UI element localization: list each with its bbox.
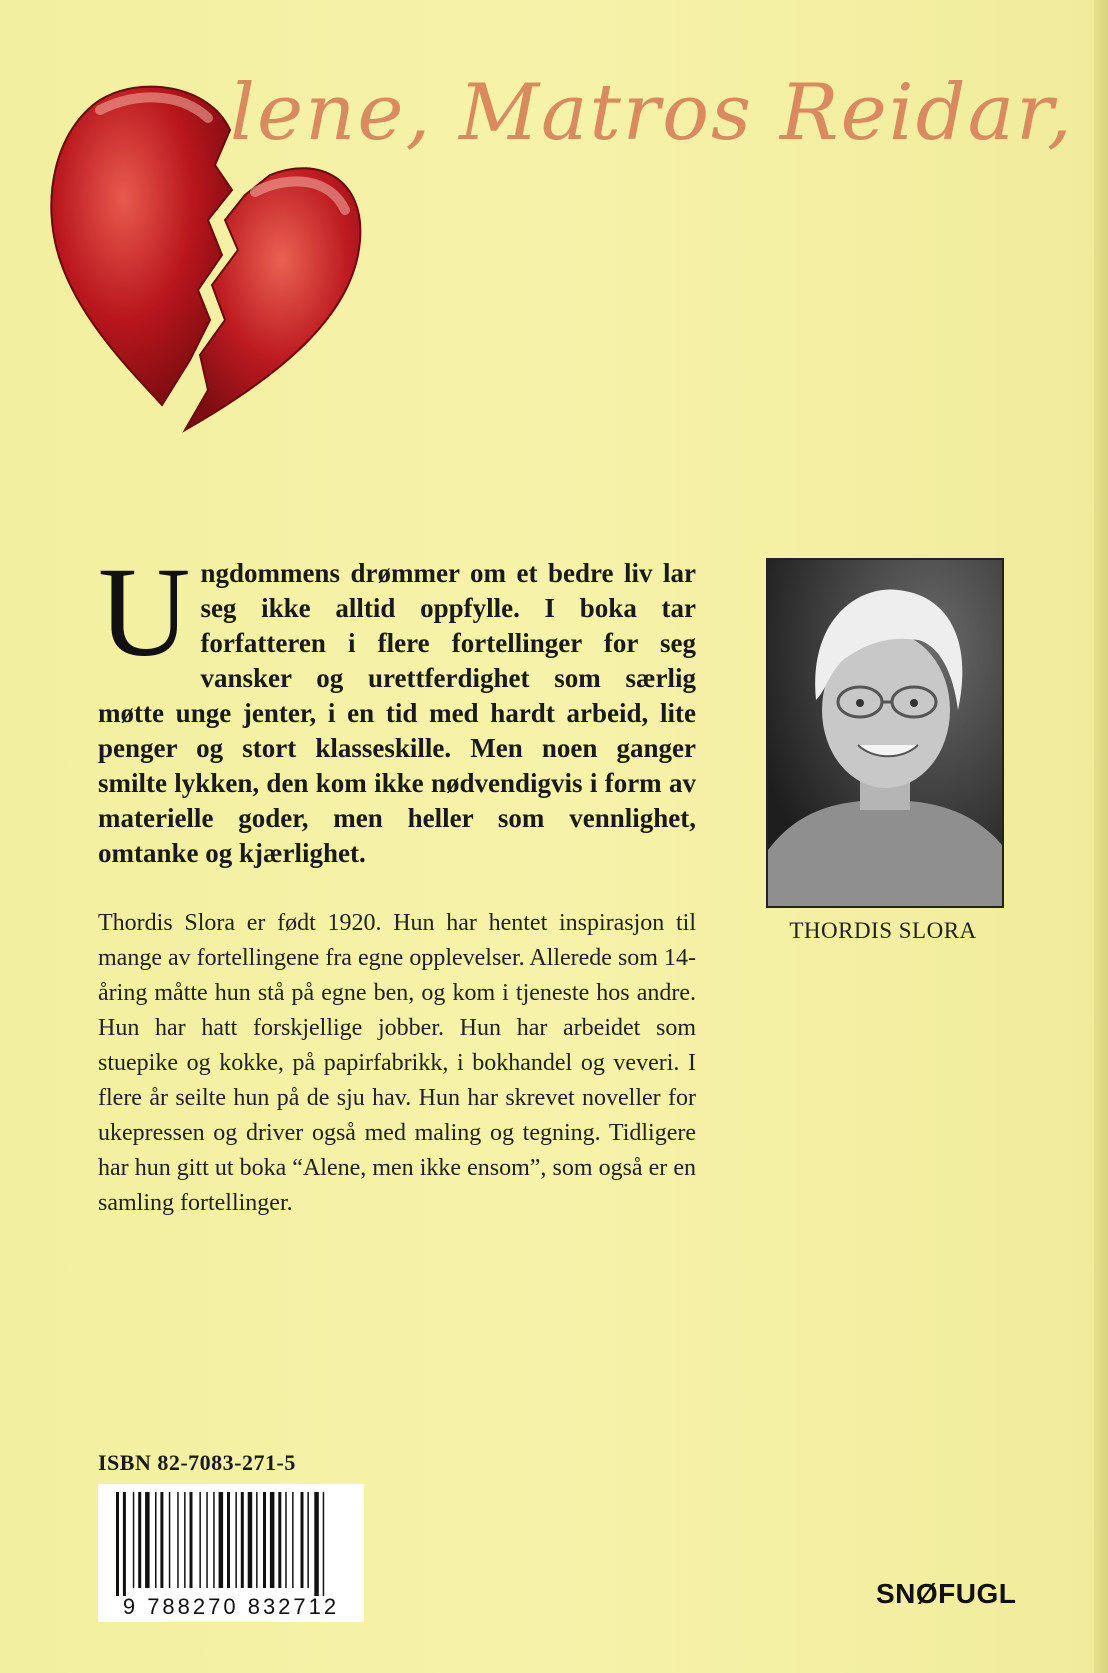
barcode-bar [278, 1492, 281, 1588]
drop-cap: U [98, 541, 191, 683]
portrait-icon [768, 560, 1002, 906]
barcode-bar [219, 1492, 224, 1588]
barcode-bar [133, 1492, 135, 1588]
barcode-bar [123, 1492, 126, 1596]
barcode-bar [263, 1492, 266, 1588]
barcode-bar [227, 1492, 230, 1588]
barcode-bar [138, 1492, 141, 1588]
barcode-bar [314, 1492, 319, 1596]
barcode-bar [184, 1492, 186, 1588]
intro-text: ngdommens drømmer om et bedre liv lar seg ikke alltid oppfylle. I boka tar forfatteren i flere fortellinger for seg vansker og urettferdighet som særlig møtte unge jenter, i en tid med hardt arbeid, lite penger og stort klasseskille. Men noen ganger smilte lykken, den kom ikke nødvendigvis i form av materielle goder, men heller som vennlighet, omtanke og kjærlighet. [98, 558, 696, 868]
barcode-bar [270, 1492, 275, 1588]
intro-paragraph [98, 541, 696, 871]
barcode-bar [235, 1492, 237, 1588]
author-caption: THORDIS SLORA [789, 918, 977, 943]
barcode-bar [241, 1492, 244, 1588]
isbn-number: ISBN 82-7083-271-5 [98, 1450, 296, 1475]
barcode-bar [190, 1492, 193, 1588]
barcode-bar [177, 1492, 179, 1588]
spine-edge [1094, 0, 1108, 1673]
barcode-bar [256, 1492, 258, 1588]
barcode-bar [155, 1492, 157, 1588]
barcode-bar [301, 1492, 304, 1588]
barcode-bar [199, 1492, 201, 1588]
barcode-bar [169, 1492, 171, 1588]
author-photo [766, 558, 1004, 908]
barcode-bar [292, 1492, 294, 1588]
barcode-bar [206, 1492, 208, 1588]
barcode-bar [160, 1492, 163, 1588]
barcode-bar [307, 1492, 309, 1588]
barcode-bar [213, 1492, 215, 1588]
barcode-bar [323, 1492, 325, 1596]
barcode-digits: 9 788270 832712 [122, 1594, 340, 1619]
title-script: lene, Matros Reidar, [230, 68, 1074, 158]
publisher-logo: SNØFUGL [876, 1578, 1017, 1609]
barcode [98, 1484, 364, 1622]
barcode-bar [116, 1492, 119, 1596]
barcode-bar [145, 1492, 150, 1588]
author-bio: Thordis Slora er født 1920. Hun har hentet inspirasjon til mange av fortellingene fra egne opplevelser. Allerede som 14-åring måtte hun stå på egne ben, og kom i tjeneste hos andre. Hun har hatt forskjellige jobber. Hun har arbeidet som stuepike og kokke, på papirfabrikk, i bokhandel og veveri. I flere år seilte hun på de sju hav. Hun har skrevet noveller for ukepressen og driver også med maling og tegning. Tidligere har hun gitt ut boka “Alene, men ikke ensom”, som også er en samling fortellinger. [98, 910, 696, 1216]
barcode-icon [98, 1484, 364, 1596]
barcode-bar [248, 1492, 253, 1588]
barcode-bar [285, 1492, 287, 1588]
